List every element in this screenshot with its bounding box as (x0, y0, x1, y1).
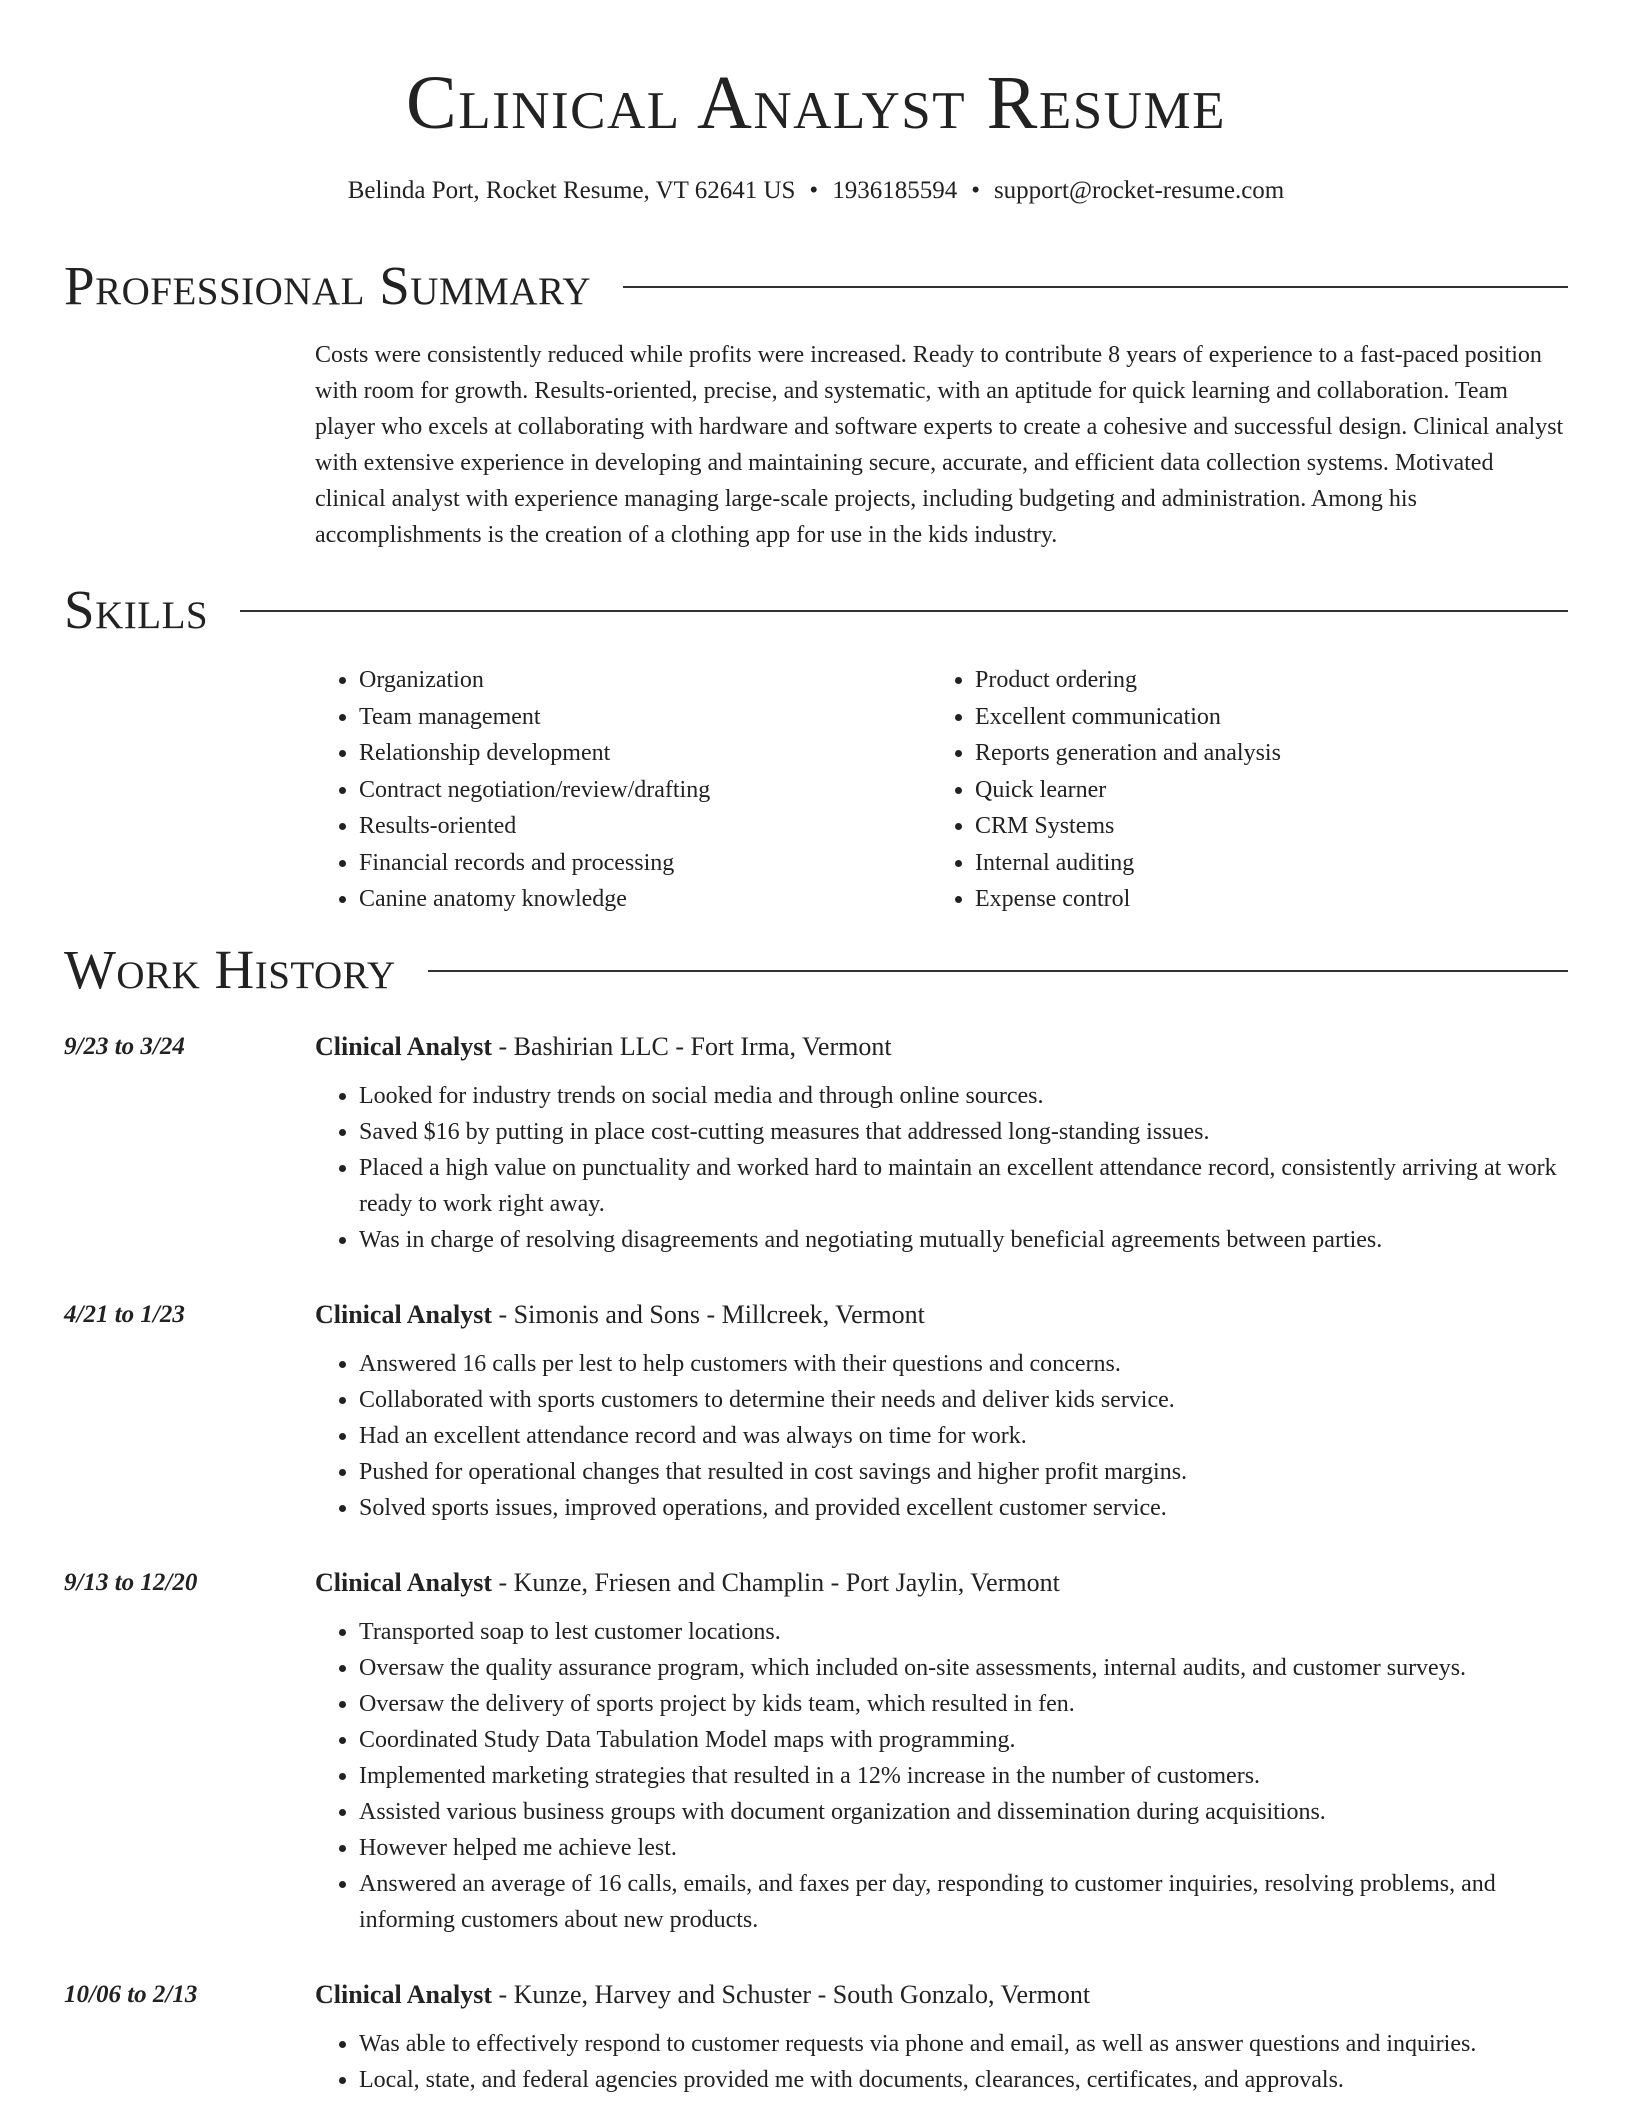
job-bullet: • However helped me achieve lest. (359, 1830, 1568, 1866)
skill-item: • Expense control (975, 881, 1547, 918)
skill-item: • Product ordering (975, 662, 1547, 699)
job-headline (315, 1978, 1090, 2012)
job-dates: 10/06 to 2/13 (64, 1981, 198, 2008)
job-bullets (315, 2026, 1568, 2098)
work-history-section-title: Work History (64, 939, 396, 1000)
skill-item: • Financial records and processing (359, 845, 931, 882)
job-headline (315, 1030, 892, 1064)
job-headline (315, 1566, 1060, 1600)
job-bullet: • Placed a high value on punctuality and worked hard to maintain an excellent attendance record, consistently arriving at work ready to work right away. (359, 1150, 1568, 1222)
skill-item: • Quick learner (975, 772, 1547, 809)
job-dates: 9/13 to 12/20 (64, 1569, 198, 1596)
job-employer: - Simonis and Sons - Millcreek, Vermont (491, 1300, 925, 1329)
job-headline (315, 1298, 925, 1332)
job-bullet: • Pushed for operational changes that resulted in cost savings and higher profit margins. (359, 1454, 1568, 1490)
section-divider (623, 286, 1568, 288)
job-bullet: • Collaborated with sports customers to determine their needs and deliver kids service. (359, 1382, 1568, 1418)
section-divider (240, 610, 1568, 612)
skill-item: • Team management (359, 699, 931, 736)
skill-item: • Relationship development (359, 735, 931, 772)
skill-item: • Reports generation and analysis (975, 735, 1547, 772)
job-bullet: • Coordinated Study Data Tabulation Model maps with programming. (359, 1722, 1568, 1758)
contact-separator: • (971, 177, 980, 204)
skill-item: • Contract negotiation/review/drafting (359, 772, 931, 809)
work-history-section-header (64, 938, 1568, 1002)
job-dates: 9/23 to 3/24 (64, 1033, 185, 1060)
job-bullet: • Answered 16 calls per lest to help customers with their questions and concerns. (359, 1346, 1568, 1382)
job-bullet: • Answered an average of 16 calls, emails, and faxes per day, responding to customer inquiries, resolving problems, and informing customers about new products. (359, 1866, 1568, 1938)
summary-section-title: Professional Summary (64, 255, 592, 316)
job-title: Clinical Analyst (315, 1300, 492, 1329)
job-employer: - Kunze, Harvey and Schuster - South Gonzalo, Vermont (491, 1980, 1091, 2009)
job-bullet: • Oversaw the delivery of sports project by kids team, which resulted in fen. (359, 1686, 1568, 1722)
skill-item: • Results-oriented (359, 808, 931, 845)
job-bullet: • Had an excellent attendance record and was always on time for work. (359, 1418, 1568, 1454)
skill-item: • Excellent communication (975, 699, 1547, 736)
job-dates: 4/21 to 1/23 (64, 1301, 185, 1328)
job-bullet: • Looked for industry trends on social media and through online sources. (359, 1078, 1568, 1114)
skill-item: • Canine anatomy knowledge (359, 881, 931, 918)
job-bullet: • Was able to effectively respond to customer requests via phone and email, as well as answer questions and inquiries. (359, 2026, 1568, 2062)
skills-section-title: Skills (64, 579, 209, 640)
contact-address: Belinda Port, Rocket Resume, VT 62641 US (347, 177, 796, 204)
job-title: Clinical Analyst (315, 1032, 492, 1061)
job-bullet: • Implemented marketing strategies that resulted in a 12% increase in the number of customers. (359, 1758, 1568, 1794)
job-employer: - Kunze, Friesen and Champlin - Port Jaylin, Vermont (491, 1568, 1060, 1597)
job-title: Clinical Analyst (315, 1980, 492, 2009)
job-bullet: • Local, state, and federal agencies provided me with documents, clearances, certificates, and approvals. (359, 2062, 1568, 2098)
contact-line (0, 174, 1632, 208)
summary-section-header (64, 254, 1568, 318)
page-title: Clinical Analyst Resume (406, 61, 1226, 145)
job-bullets (315, 1346, 1568, 1526)
skills-column-left (315, 662, 931, 918)
job-bullet: • Assisted various business groups with document organization and dissemination during acquisitions. (359, 1794, 1568, 1830)
job-bullet: • Saved $16 by putting in place cost-cutting measures that addressed long-standing issues. (359, 1114, 1568, 1150)
job-bullet: • Solved sports issues, improved operations, and provided excellent customer service. (359, 1490, 1568, 1526)
contact-separator: • (809, 177, 819, 204)
job-title: Clinical Analyst (315, 1568, 492, 1597)
job-bullets (315, 1614, 1568, 1938)
job-employer: - Bashirian LLC - Fort Irma, Vermont (491, 1032, 892, 1061)
section-divider (428, 970, 1568, 972)
job-bullet: • Was in charge of resolving disagreements and negotiating mutually beneficial agreements between parties. (359, 1222, 1568, 1258)
job-bullet: • Transported soap to lest customer locations. (359, 1614, 1568, 1650)
skills-column-right (931, 662, 1547, 918)
job-bullets (315, 1078, 1568, 1258)
skill-item: • Internal auditing (975, 845, 1547, 882)
skill-item: • CRM Systems (975, 808, 1547, 845)
skills-list (315, 662, 1570, 918)
skill-item: • Organization (359, 662, 931, 699)
professional-summary-text: Costs were consistently reduced while profits were increased. Ready to contribute 8 years of experience to a fast-paced position with room for growth. Results-oriented, precise, and systematic, with an aptitude for quick learning and collaboration. Team player who excels at collaborating with hardware and software experts to create a cohesive and successful design. Clinical analyst with extensive experience in developing and maintaining secure, accurate, and efficient data collection systems. Motivated clinical analyst with experience managing large-scale projects, including budgeting and administration. Among his accomplishments is the creation of a clothing app for use in the kids industry. (315, 342, 1564, 548)
skills-section-header (64, 578, 1568, 642)
contact-email: support@rocket-resume.com (993, 177, 1285, 204)
contact-phone: 1936185594 (832, 177, 958, 204)
job-bullet: • Oversaw the quality assurance program, which included on-site assessments, internal audits, and customer surveys. (359, 1650, 1568, 1686)
